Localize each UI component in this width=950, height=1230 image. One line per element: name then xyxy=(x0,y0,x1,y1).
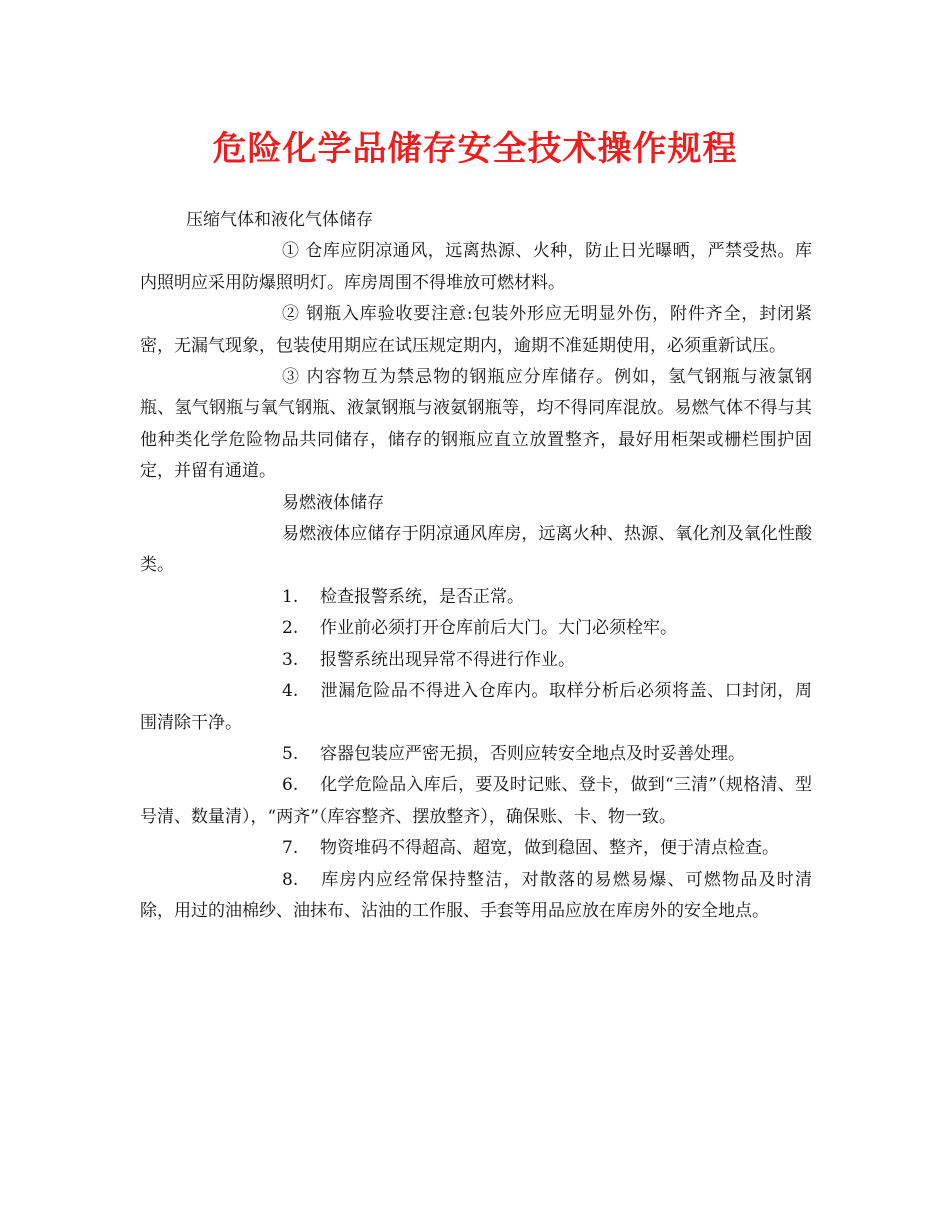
list-item-text: 作业前必须打开仓库前后大门。大门必须栓牢。 xyxy=(320,618,677,639)
list-item-text: 检查报警系统，是否正常。 xyxy=(320,586,524,607)
list-item-text: 容器包装应严密无损，否则应转安全地点及时妥善处理。 xyxy=(320,743,745,764)
list-item xyxy=(140,833,812,864)
list-item xyxy=(140,865,812,928)
list-item xyxy=(140,582,812,613)
gas-storage-item-2: ② 钢瓶入库验收要注意:包装外形应无明显外伤，附件齐全，封闭紧密，无漏气现象，包装使用期应在试压规定期内，逾期不准延期使用，必须重新试压。 xyxy=(140,304,812,356)
list-item-number: 2. xyxy=(282,618,299,639)
list-item-number: 6. xyxy=(282,775,299,796)
list-item xyxy=(140,613,812,644)
list-item-number: 5. xyxy=(282,743,299,764)
list-item-text: 报警系统出现异常不得进行作业。 xyxy=(320,649,575,670)
section-heading-gas-storage: 压缩气体和液化气体储存 xyxy=(186,210,373,230)
list-item-number: 1. xyxy=(282,586,299,607)
list-item-number: 8. xyxy=(282,869,299,890)
list-item xyxy=(140,676,812,739)
list-item-number: 4. xyxy=(282,681,299,702)
document-title: 危险化学品储存安全技术操作规程 xyxy=(212,129,738,169)
gas-storage-item-1: ① 仓库应阴凉通风，远离热源、火种，防止日光曝晒，严禁受热。库内照明应采用防爆照明灯。库房周围不得堆放可燃材料。 xyxy=(140,241,812,293)
gas-storage-item-3: ③ 内容物互为禁忌物的钢瓶应分库储存。例如，氢气钢瓶与液氯钢瓶、氢气钢瓶与氧气钢瓶、液氯钢瓶与液氨钢瓶等，均不得同库混放。易燃气体不得与其他种类化学危险物品共同储存，储存的钢瓶应直立放置整齐，最好用柜架或栅栏围护固定，并留有通道。 xyxy=(140,367,812,482)
section-heading-liquid-storage: 易燃液体储存 xyxy=(282,492,384,513)
list-item-number: 7. xyxy=(282,838,299,859)
list-item-number: 3. xyxy=(282,649,299,670)
list-item-text: 库房内应经常保持整洁，对散落的易燃易爆、可燃物品及时清除，用过的油棉纱、油抹布、沾油的工作服、手套等用品应放在库房外的安全地点。 xyxy=(140,869,812,921)
document-body xyxy=(140,205,812,927)
liquid-storage-intro: 易燃液体应储存于阴凉通风库房，远离火种、热源、氧化剂及氧化性酸类。 xyxy=(140,524,812,576)
list-item-text: 泄漏危险品不得进入仓库内。取样分析后必须将盖、口封闭，周围清除干净。 xyxy=(140,681,812,733)
list-item-text: 化学危险品入库后，要及时记账、登卡，做到“三清”（规格清、型号清、数量清），“两齐”（库容整齐、摆放整齐），确保账、卡、物一致。 xyxy=(140,775,812,827)
list-item xyxy=(140,770,812,833)
list-item xyxy=(140,645,812,676)
list-item xyxy=(140,739,812,770)
list-item-text: 物资堆码不得超高、超宽，做到稳固、整齐，便于清点检查。 xyxy=(320,838,779,859)
